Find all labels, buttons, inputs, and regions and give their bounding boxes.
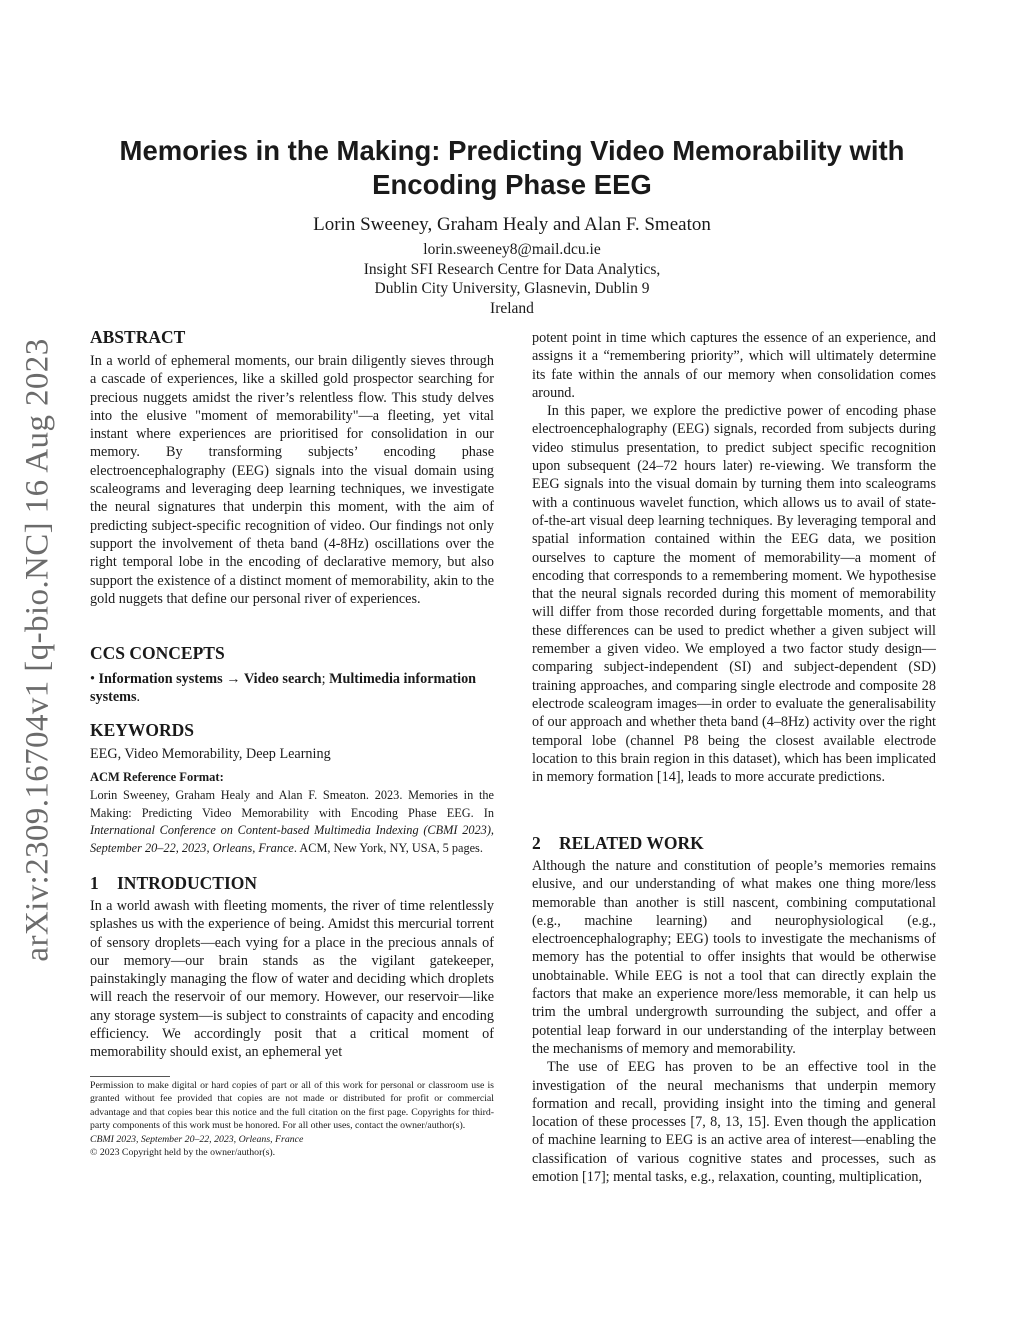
- ccs-concepts: [90, 670, 494, 707]
- copyright-line: © 2023 Copyright held by the owner/author(s).: [90, 1147, 276, 1159]
- ccs-concept-1: Information systems: [98, 671, 223, 687]
- related-paragraph-1: Although the nature and constitution of people’s memories remains elusive, and our understanding of what makes one thing more/less memorable than another is still nascent, combining computational (e.g., machine learning) and neurophysiological (e.g., electroencephalography; EEG) tools to investigate the mechanisms of memory has the potential to offer insights that would be otherwise unobtainable. While EEG is not a tool that can directly explain the factors that make an experience more/less memorable, it can help us trim the umbral undergrowth surrounding the subject, and offer a potential leap forward in our understanding of the interplay between the mechanisms of memory and memorability.: [532, 858, 936, 1057]
- acm-reference-authors: Lorin Sweeney, Graham Healy and Alan F. Smeaton. 2023. Memories in the Making: Predicting Video Memorability with Encoding Phase EEG. In: [90, 788, 494, 820]
- intro-paragraph: In a world awash with fleeting moments, the river of time relentlessly splashes us with the experience of being. Amidst this mercurial torrent of sensory droplets—each vying for a place in the precious annals of our memory—our brain stands as the vigilant gatekeeper, painstakingly managing the flow of water and deciding which droplets will reach the reservoir of our memory. However, our reservoir—like any storage system—is subject to constraints of capacity and encoding efficiency. We accordingly posit that a critical moment of memorability should exist, an ephemeral yet: [90, 898, 494, 1061]
- abstract-body: [90, 352, 494, 608]
- keywords: EEG, Video Memorability, Deep Learning: [90, 746, 331, 762]
- section-number: 2: [532, 833, 541, 853]
- authors: Lorin Sweeney, Graham Healy and Alan F. Smeaton: [313, 214, 711, 235]
- arxiv-stamp-text: arXiv:2309.16704v1 [q-bio.NC] 16 Aug 2023: [19, 338, 56, 962]
- acm-reference-tail: . ACM, New York, NY, USA, 5 pages.: [293, 840, 483, 855]
- abstract-heading: ABSTRACT: [90, 327, 186, 347]
- title-line-1: Memories in the Making: Predicting Video Memorability with: [119, 135, 905, 166]
- intro-body: [90, 897, 494, 1062]
- ccs-separator: ;: [321, 671, 326, 687]
- paper-title: [80, 134, 944, 202]
- section-title: RELATED WORK: [559, 833, 704, 853]
- intro-paragraph-cont: potent point in time which captures the essence of an experience, and assigns it a “remembering priority”, which will ultimately determine its fate within the annals of our memory when consolidation comes around.: [532, 330, 936, 401]
- affiliation-country: Ireland: [490, 299, 534, 317]
- permission-notice: Permission to make digital or hard copies of part or all of this work for personal or classroom use is granted without fee provided that copies are not made or distributed for profit or commercial advantage and that copies bear this notice and the full citation on the first page. Copyrights for third-party components of this work must be honored. For all other uses, contact the owner/author(s).: [90, 1080, 494, 1132]
- ccs-end: .: [136, 689, 141, 706]
- affiliation: [100, 240, 924, 318]
- arxiv-stamp: [8, 325, 68, 975]
- related-heading: [532, 833, 704, 854]
- intro-continued: [532, 329, 936, 786]
- ccs-arrow: →: [226, 671, 241, 687]
- ccs-heading: CCS CONCEPTS: [90, 643, 225, 663]
- footnote: [90, 1079, 494, 1159]
- title-line-2: Encoding Phase EEG: [372, 169, 652, 200]
- ccs-concept-2: Video search: [243, 671, 322, 687]
- affiliation-line: Insight SFI Research Centre for Data Analytics,: [363, 260, 661, 278]
- author-email[interactable]: lorin.sweeney8@mail.dcu.ie: [423, 241, 601, 258]
- ccs-concept-3: Multimedia information systems: [90, 671, 477, 706]
- intro-paragraph-2: In this paper, we explore the predictive power of encoding phase electroencephalography (EEG) signals, recorded from subjects during video stimulus presentation, to predict subject specific recognition upon subsequent (24–72 hours later) re-viewing. We transform the EEG signals into the visual domain by turning them into scaleograms with a continuous wavelet function, which allows us to avail of state-of-the-art visual deep learning techniques. By leveraging temporal and spatial information contained within the EEG data, we position ourselves to capture the moment of memorability—a moment of encoding that corresponds to a remembering moment. We hypothesise that the neural signals recorded during this moment of memorability will differ from those recorded during forgettable moments, and that these differences can be used to predict whether a given subject will remember a given video. We employed a two factor study design—comparing subject-independent (SI) and subject-dependent (SD) training approaches, and comparing single electrode and composite 28 electrode scaleogram images—in order to evaluate the generalisability of our approach and whether theta band (4–8Hz) activity over the right temporal lobe (channel P8 being the closest available electrode location to this brain region in this dataset), which has been implicated in memory formation [14], leads to more accurate predictions.: [532, 403, 936, 786]
- related-paragraph-2: The use of EEG has proven to be an effective tool in the investigation of the neural mechanisms that underpin memory formation and recall, providing insight into the timing and general location of these processes [7, 8, 13, 15]. Even though the application of machine learning to EEG is an active area of interest—enabling the classification of various cognitive states and processes, such as emotion [17]; mental tasks, e.g., relaxation, counting, multiplication,: [532, 1059, 936, 1186]
- affiliation-line: Dublin City University, Glasnevin, Dublin 9: [374, 280, 650, 297]
- intro-heading: [90, 873, 257, 894]
- acm-reference-venue: International Conference on Content-based Multimedia Indexing (CBMI 2023), September 20–22, 2023, Orleans, France: [90, 823, 494, 855]
- section-title: INTRODUCTION: [117, 873, 258, 893]
- acm-reference-label: ACM Reference Format:: [90, 770, 224, 784]
- keywords-heading: KEYWORDS: [90, 720, 195, 740]
- acm-reference: [90, 787, 494, 857]
- related-body: [532, 857, 936, 1186]
- abstract-text: In a world of ephemeral moments, our brain diligently sieves through a cascade of experiences, like a skilled gold prospector searching for precious nuggets amidst the river’s relentless flow. This study delves into the elusive "moment of memorability"—a fleeting, yet vital instant where experiences are prioritised for consolidation in our memory. By transforming subjects’ encoding phase electroencephalography (EEG) signals into the visual domain using scaleograms and leveraging deep learning techniques, we investigate the neural signatures that underpin this moment, with the aim of predicting subject-specific recognition of video. Our findings not only support the involvement of theta band (4-8Hz) oscillations over the right temporal lobe in the encoding of declarative memory, but also support the existence of a distinct moment of memorability, akin to the gold nuggets that define our personal river of experiences.: [90, 353, 494, 607]
- section-number: 1: [90, 873, 99, 893]
- conference-line: CBMI 2023, September 20–22, 2023, Orleans, France: [90, 1133, 304, 1145]
- ccs-bullet: •: [90, 671, 95, 687]
- footnote-rule: [90, 1076, 170, 1077]
